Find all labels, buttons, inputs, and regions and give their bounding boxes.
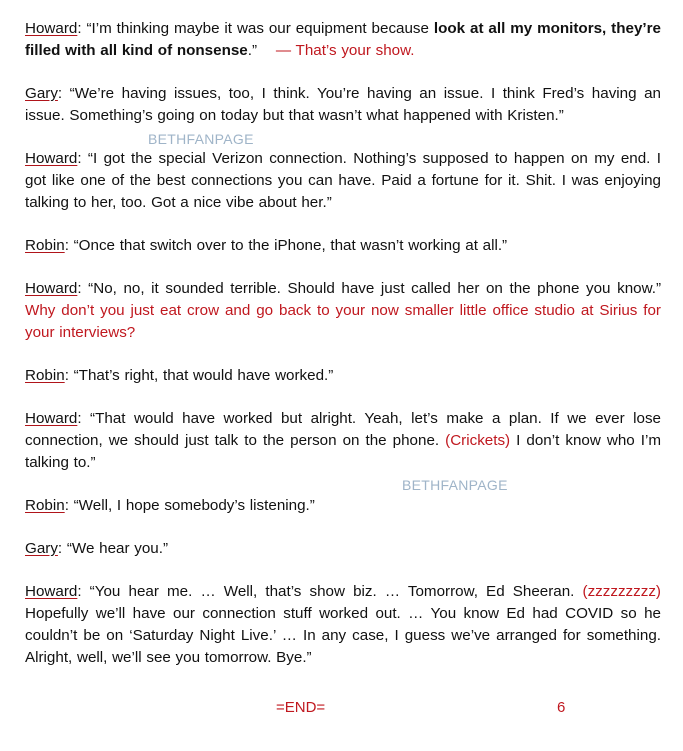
speaker-name: Gary <box>25 540 58 557</box>
dialogue-text: I don’t know who I’m talking to.” <box>25 432 661 471</box>
transcript-paragraph <box>25 278 661 344</box>
dialogue-text: : “Once that switch over to the iPhone, that wasn’t working at all.” <box>64 237 508 254</box>
dialogue-text: : “We hear you.” <box>57 540 169 557</box>
speaker-name: Howard <box>25 583 78 600</box>
dialogue-text-bold: look at all my monitors, they’re filled with all kind of nonsense <box>25 20 661 59</box>
end-marker: =END= <box>276 699 326 716</box>
dialogue-text: : “That would have worked but alright. Yeah, let’s make a plan. If we ever lose connection, we should just talk to the person on the phone. <box>25 410 661 449</box>
dialogue-text: : “I got the special Verizon connection. Nothing’s supposed to happen on my end. I got like one of the best connections you can have. Paid a fortune for it. Shit. I was enjoying talking to her, too. Got a nice vibe about her.” <box>25 150 661 211</box>
dialogue-text: : “I’m thinking maybe it was our equipment because <box>77 20 434 37</box>
speaker-name: Howard <box>25 280 78 297</box>
watermark: BETHFANPAGE <box>402 477 508 493</box>
dialogue-text: : “Well, I hope somebody’s listening.” <box>64 497 315 514</box>
speaker-name: Robin <box>25 237 65 254</box>
dialogue-text: .” <box>247 42 276 59</box>
transcript-paragraph <box>25 83 661 127</box>
transcript-paragraph <box>25 235 661 257</box>
dialogue-text: Hopefully we’ll have our connection stuff worked out. … You know Ed had COVID so he couldn’t be on ‘Saturday Night Live.’ … In any case, I guess we’ve arranged for something. Alright, well, we’ll see you tomorrow. Bye.” <box>25 605 661 666</box>
dialogue-text: : “That’s right, that would have worked.” <box>64 367 334 384</box>
transcript-page <box>25 18 661 690</box>
speaker-name: Gary <box>25 85 58 102</box>
speaker-name: Howard <box>25 410 78 427</box>
transcript-paragraph <box>25 495 661 517</box>
transcript-paragraph <box>25 18 661 62</box>
speaker-name: Robin <box>25 497 65 514</box>
transcript-paragraph <box>25 581 661 669</box>
speaker-name: Robin <box>25 367 65 384</box>
speaker-name: Howard <box>25 150 78 167</box>
speaker-name: Howard <box>25 20 78 37</box>
dialogue-text: : “No, no, it sounded terrible. Should have just called her on the phone you know.” <box>77 280 661 297</box>
editor-comment: (Crickets) <box>445 432 511 449</box>
dialogue-text: : “We’re having issues, too, I think. You’re having an issue. I think Fred’s having an issue. Something’s going on today but that wasn’t what happened with Kristen.” <box>25 85 661 124</box>
editor-comment: (zzzzzzzzz) <box>582 583 661 600</box>
watermark: BETHFANPAGE <box>148 131 254 147</box>
transcript-paragraph <box>25 148 661 214</box>
editor-comment: Why don’t you just eat crow and go back to your now smaller little office studio at Sirius for your interviews? <box>25 302 661 341</box>
dialogue-text: : “You hear me. … Well, that’s show biz. … Tomorrow, Ed Sheeran. <box>77 583 583 600</box>
editor-comment: — That’s your show. <box>275 42 415 59</box>
transcript-paragraph <box>25 365 661 387</box>
transcript-paragraph <box>25 538 661 560</box>
transcript-paragraph <box>25 408 661 474</box>
page-number: 6 <box>557 699 566 716</box>
